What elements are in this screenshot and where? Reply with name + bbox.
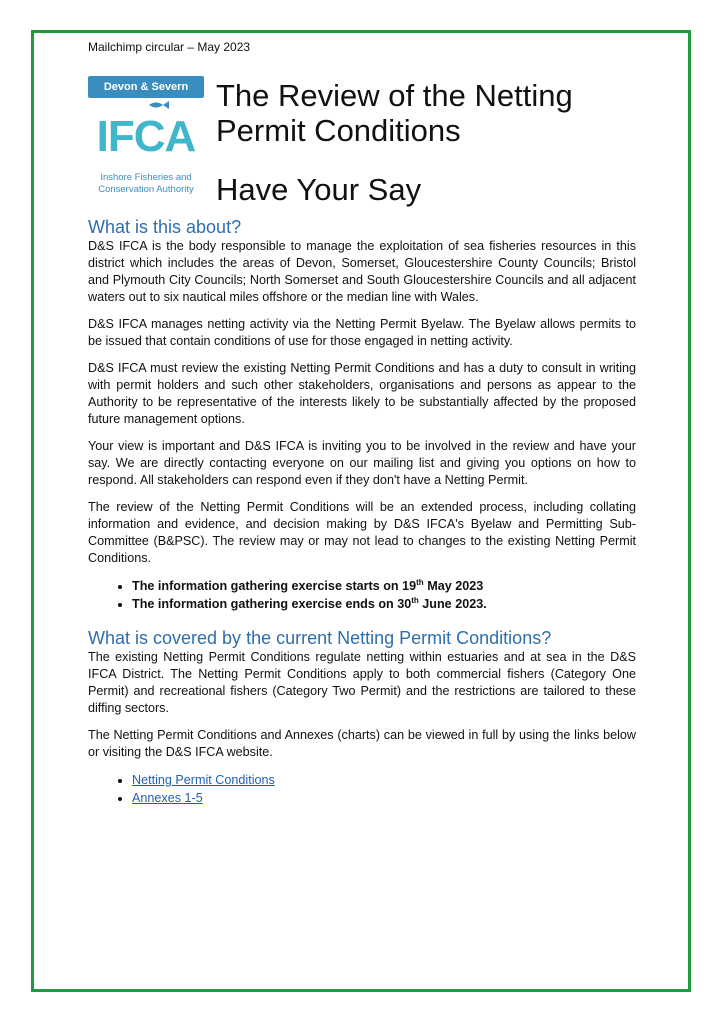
- list-item: [132, 789, 636, 807]
- header-note: Mailchimp circular – May 2023: [88, 40, 251, 54]
- ifca-logo: [88, 76, 204, 204]
- netting-permit-conditions-link[interactable]: Netting Permit Conditions: [132, 773, 275, 787]
- list-item: [132, 771, 636, 789]
- title-text: [216, 76, 636, 207]
- list-item: • The information gathering exercise ends on 30th June 2023.: [132, 595, 636, 613]
- title-block: [88, 76, 636, 212]
- logo-caption-line1: Inshore Fisheries and: [100, 172, 192, 183]
- section1-paragraph-2: D&S IFCA manages netting activity via the Netting Permit Byelaw. The Byelaw allows permits to be issued that contain conditions of use for those engaged in netting activity.: [88, 317, 636, 348]
- fish-icon: [148, 100, 170, 110]
- title-line3: Have Your Say: [216, 172, 422, 207]
- section2-paragraph-2: The Netting Permit Conditions and Annexes (charts) can be viewed in full by using the links below or visiting the D&S IFCA website.: [88, 728, 636, 759]
- section1-paragraph-1: D&S IFCA is the body responsible to manage the exploitation of sea fisheries resources in this district which includes the areas of Devon, Somerset, Gloucestershire County Councils; Bristol and Plymouth City Councils; North Somerset and South Gloucestershire Councils and all adjacent waters out to six nautical miles offshore or the median line with Wales.: [88, 239, 636, 304]
- links-list: [88, 771, 636, 807]
- title-line1: The Review of the Netting: [216, 78, 573, 113]
- section2-paragraph-1: The existing Netting Permit Conditions regulate netting within estuaries and at sea in the D&S IFCA District. The Netting Permit Conditions apply to both commercial fishers (Category One Permit) and recreational fishers (Category Two Permit) and the restrictions are tailored to these diffing sectors.: [88, 650, 636, 715]
- list-item: • The information gathering exercise starts on 19th May 2023: [132, 577, 636, 595]
- logo-caption: [98, 172, 194, 196]
- logo-mark: [88, 106, 204, 168]
- title-line2: Permit Conditions: [216, 113, 461, 148]
- document-body: [88, 40, 636, 815]
- section1-paragraph-3: D&S IFCA must review the existing Netting Permit Conditions and has a duty to consult in writing with permit holders and such other stakeholders, organisations and persons as appear to the Authority to be representative of the interests likely to be substantially affected by the proposed future management options.: [88, 361, 636, 426]
- dates-list: [88, 577, 636, 613]
- logo-mark-text: IFCA: [96, 112, 196, 161]
- section2-heading: What is covered by the current Netting Permit Conditions?: [88, 628, 552, 648]
- section1-heading: What is this about?: [88, 217, 242, 237]
- logo-caption-line2: Conservation Authority: [98, 184, 194, 195]
- annexes-link[interactable]: Annexes 1-5: [132, 791, 203, 805]
- section1-paragraph-5: The review of the Netting Permit Conditions will be an extended process, including collating information and evidence, and decision making by D&S IFCA's Byelaw and Permitting Sub-Committee (B&PSC). The review may or may not lead to changes to the existing Netting Permit Conditions.: [88, 500, 636, 565]
- section1-paragraph-4: Your view is important and D&S IFCA is inviting you to be involved in the review and have your say. We are directly contacting everyone on our mailing list and giving you options on how to respond. All stakeholders can respond even if they don't have a Netting Permit.: [88, 439, 636, 487]
- logo-banner: Devon & Severn: [88, 76, 204, 98]
